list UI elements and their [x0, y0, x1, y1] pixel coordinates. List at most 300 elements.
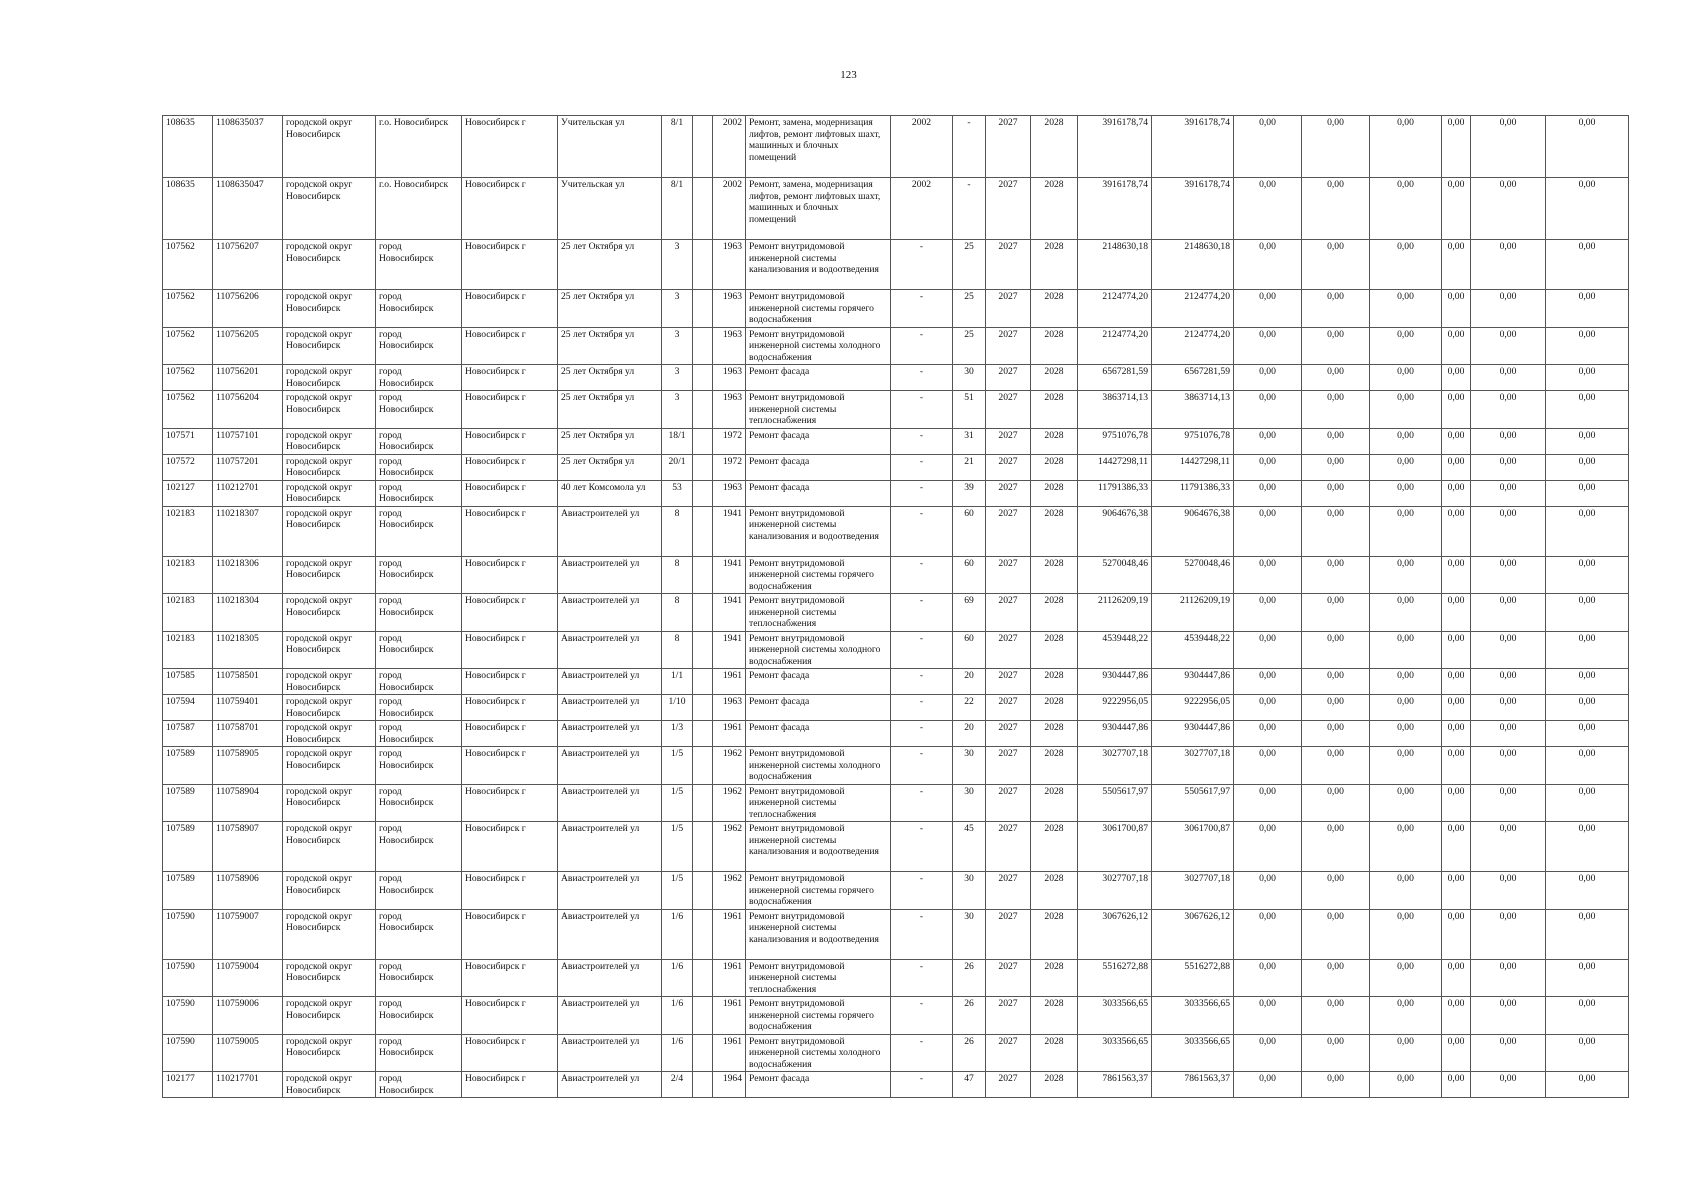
cell-house-number: 1/6	[662, 959, 693, 997]
cell-locality: Новосибирск г	[462, 327, 558, 365]
cell-street: Авиастроителей ул	[558, 556, 662, 594]
cell-wear-percent: 26	[953, 959, 986, 997]
cell-locality: Новосибирск г	[462, 178, 558, 240]
cell-building	[693, 240, 713, 290]
table-row	[163, 327, 1629, 365]
cell-total-cost: 9304447,86	[1078, 721, 1152, 747]
cell-build-year: 1961	[713, 1034, 746, 1072]
cell-municipal-district: городской округ Новосибирск	[283, 480, 376, 506]
cell-house-id: 107587	[163, 721, 213, 747]
cell-municipality: город Новосибирск	[376, 872, 462, 910]
cell-wear-percent: 30	[953, 784, 986, 822]
cell-amount-5: 0,00	[1471, 178, 1546, 240]
cell-amount-5: 0,00	[1471, 747, 1546, 785]
cell-locality: Новосибирск г	[462, 594, 558, 632]
cell-work-id: 110756201	[213, 365, 283, 391]
cell-amount-6: 0,00	[1546, 391, 1629, 429]
cell-amount-3: 0,00	[1370, 178, 1442, 240]
cell-amount-1: 0,00	[1234, 822, 1302, 872]
cell-plan-end-year: 2028	[1031, 240, 1078, 290]
cell-build-year: 1961	[713, 997, 746, 1035]
cell-municipality: город Новосибирск	[376, 997, 462, 1035]
cell-wear-percent: 30	[953, 872, 986, 910]
cell-last-repair-year: -	[891, 454, 953, 480]
cell-house-id: 102183	[163, 631, 213, 669]
cell-amount-2: 0,00	[1302, 997, 1370, 1035]
cell-plan-start-year: 2027	[986, 997, 1031, 1035]
cell-wear-percent: 25	[953, 327, 986, 365]
cell-work-type: Ремонт внутридомовой инженерной системы холодного водоснабжения	[746, 327, 891, 365]
cell-work-id: 1108635047	[213, 178, 283, 240]
cell-amount-6: 0,00	[1546, 909, 1629, 959]
cell-fund-cost: 4539448,22	[1152, 631, 1234, 669]
cell-amount-2: 0,00	[1302, 631, 1370, 669]
cell-house-id: 107562	[163, 290, 213, 328]
cell-amount-4: 0,00	[1442, 1072, 1471, 1098]
cell-plan-start-year: 2027	[986, 556, 1031, 594]
cell-amount-6: 0,00	[1546, 454, 1629, 480]
cell-locality: Новосибирск г	[462, 1034, 558, 1072]
cell-fund-cost: 3067626,12	[1152, 909, 1234, 959]
cell-work-type: Ремонт внутридомовой инженерной системы канализования и водоотведения	[746, 506, 891, 556]
cell-last-repair-year: -	[891, 1072, 953, 1098]
cell-municipal-district: городской округ Новосибирск	[283, 631, 376, 669]
cell-house-number: 20/1	[662, 454, 693, 480]
cell-amount-4: 0,00	[1442, 506, 1471, 556]
cell-building	[693, 631, 713, 669]
cell-work-type: Ремонт внутридомовой инженерной системы горячего водоснабжения	[746, 872, 891, 910]
cell-plan-start-year: 2027	[986, 594, 1031, 632]
cell-house-id: 107562	[163, 240, 213, 290]
table-row	[163, 669, 1629, 695]
cell-street: 25 лет Октября ул	[558, 240, 662, 290]
cell-amount-5: 0,00	[1471, 506, 1546, 556]
cell-amount-4: 0,00	[1442, 997, 1471, 1035]
cell-total-cost: 3916178,74	[1078, 116, 1152, 178]
cell-amount-3: 0,00	[1370, 240, 1442, 290]
cell-municipal-district: городской округ Новосибирск	[283, 391, 376, 429]
cell-work-type: Ремонт внутридомовой инженерной системы горячего водоснабжения	[746, 290, 891, 328]
cell-wear-percent: 60	[953, 506, 986, 556]
cell-amount-4: 0,00	[1442, 454, 1471, 480]
cell-amount-4: 0,00	[1442, 1034, 1471, 1072]
cell-building	[693, 454, 713, 480]
cell-work-id: 110759004	[213, 959, 283, 997]
cell-fund-cost: 2148630,18	[1152, 240, 1234, 290]
cell-amount-6: 0,00	[1546, 116, 1629, 178]
cell-plan-start-year: 2027	[986, 669, 1031, 695]
cell-plan-start-year: 2027	[986, 909, 1031, 959]
cell-plan-start-year: 2027	[986, 872, 1031, 910]
cell-wear-percent: 20	[953, 669, 986, 695]
cell-fund-cost: 5516272,88	[1152, 959, 1234, 997]
cell-plan-end-year: 2028	[1031, 428, 1078, 454]
cell-building	[693, 1034, 713, 1072]
cell-amount-1: 0,00	[1234, 695, 1302, 721]
cell-building	[693, 480, 713, 506]
cell-municipality: город Новосибирск	[376, 556, 462, 594]
cell-amount-2: 0,00	[1302, 747, 1370, 785]
cell-wear-percent: 21	[953, 454, 986, 480]
cell-street: 40 лет Комсомола ул	[558, 480, 662, 506]
cell-work-type: Ремонт, замена, модернизация лифтов, ремонт лифтовых шахт, машинных и блочных помещений	[746, 116, 891, 178]
cell-work-type: Ремонт внутридомовой инженерной системы холодного водоснабжения	[746, 631, 891, 669]
cell-plan-start-year: 2027	[986, 480, 1031, 506]
cell-plan-end-year: 2028	[1031, 784, 1078, 822]
cell-amount-6: 0,00	[1546, 784, 1629, 822]
cell-amount-1: 0,00	[1234, 454, 1302, 480]
cell-plan-start-year: 2027	[986, 747, 1031, 785]
cell-house-number: 8	[662, 556, 693, 594]
cell-work-id: 110758907	[213, 822, 283, 872]
table-row	[163, 240, 1629, 290]
cell-total-cost: 3916178,74	[1078, 178, 1152, 240]
cell-municipal-district: городской округ Новосибирск	[283, 1072, 376, 1098]
cell-amount-3: 0,00	[1370, 997, 1442, 1035]
cell-amount-2: 0,00	[1302, 822, 1370, 872]
cell-municipal-district: городской округ Новосибирск	[283, 784, 376, 822]
cell-plan-start-year: 2027	[986, 178, 1031, 240]
cell-municipality: город Новосибирск	[376, 1034, 462, 1072]
cell-house-id: 107590	[163, 1034, 213, 1072]
cell-house-id: 102183	[163, 556, 213, 594]
cell-locality: Новосибирск г	[462, 391, 558, 429]
cell-amount-6: 0,00	[1546, 327, 1629, 365]
cell-work-type: Ремонт внутридомовой инженерной системы канализования и водоотведения	[746, 240, 891, 290]
cell-build-year: 1961	[713, 959, 746, 997]
cell-amount-1: 0,00	[1234, 872, 1302, 910]
table-row	[163, 594, 1629, 632]
cell-amount-4: 0,00	[1442, 594, 1471, 632]
cell-wear-percent: 51	[953, 391, 986, 429]
cell-amount-2: 0,00	[1302, 721, 1370, 747]
cell-work-id: 110756207	[213, 240, 283, 290]
cell-total-cost: 5505617,97	[1078, 784, 1152, 822]
table-row	[163, 556, 1629, 594]
cell-house-id: 107594	[163, 695, 213, 721]
cell-municipal-district: городской округ Новосибирск	[283, 327, 376, 365]
cell-street: Авиастроителей ул	[558, 959, 662, 997]
cell-plan-start-year: 2027	[986, 365, 1031, 391]
cell-total-cost: 9751076,78	[1078, 428, 1152, 454]
cell-last-repair-year: -	[891, 631, 953, 669]
cell-work-type: Ремонт, замена, модернизация лифтов, ремонт лифтовых шахт, машинных и блочных помещений	[746, 178, 891, 240]
cell-amount-1: 0,00	[1234, 327, 1302, 365]
cell-last-repair-year: 2002	[891, 178, 953, 240]
cell-amount-3: 0,00	[1370, 454, 1442, 480]
cell-locality: Новосибирск г	[462, 1072, 558, 1098]
cell-plan-end-year: 2028	[1031, 391, 1078, 429]
cell-plan-end-year: 2028	[1031, 1034, 1078, 1072]
cell-last-repair-year: -	[891, 240, 953, 290]
cell-house-number: 1/6	[662, 909, 693, 959]
cell-work-type: Ремонт внутридомовой инженерной системы теплоснабжения	[746, 784, 891, 822]
cell-house-number: 1/5	[662, 747, 693, 785]
table-row	[163, 178, 1629, 240]
cell-total-cost: 11791386,33	[1078, 480, 1152, 506]
cell-house-number: 1/5	[662, 822, 693, 872]
cell-last-repair-year: -	[891, 506, 953, 556]
cell-amount-6: 0,00	[1546, 365, 1629, 391]
cell-plan-end-year: 2028	[1031, 594, 1078, 632]
cell-street: 25 лет Октября ул	[558, 428, 662, 454]
cell-municipality: город Новосибирск	[376, 822, 462, 872]
cell-fund-cost: 2124774,20	[1152, 290, 1234, 328]
cell-fund-cost: 3061700,87	[1152, 822, 1234, 872]
cell-work-id: 110759401	[213, 695, 283, 721]
cell-last-repair-year: -	[891, 872, 953, 910]
cell-house-number: 8/1	[662, 116, 693, 178]
cell-plan-end-year: 2028	[1031, 695, 1078, 721]
cell-amount-2: 0,00	[1302, 116, 1370, 178]
cell-fund-cost: 21126209,19	[1152, 594, 1234, 632]
cell-municipal-district: городской округ Новосибирск	[283, 365, 376, 391]
cell-municipality: город Новосибирск	[376, 747, 462, 785]
cell-plan-end-year: 2028	[1031, 480, 1078, 506]
cell-build-year: 1941	[713, 556, 746, 594]
cell-house-number: 1/3	[662, 721, 693, 747]
cell-plan-end-year: 2028	[1031, 747, 1078, 785]
cell-amount-4: 0,00	[1442, 822, 1471, 872]
cell-amount-3: 0,00	[1370, 480, 1442, 506]
cell-amount-5: 0,00	[1471, 822, 1546, 872]
cell-plan-end-year: 2028	[1031, 872, 1078, 910]
cell-amount-6: 0,00	[1546, 959, 1629, 997]
cell-total-cost: 3027707,18	[1078, 872, 1152, 910]
cell-work-id: 110758904	[213, 784, 283, 822]
cell-street: Авиастроителей ул	[558, 1072, 662, 1098]
cell-build-year: 1962	[713, 872, 746, 910]
cell-amount-6: 0,00	[1546, 669, 1629, 695]
cell-plan-start-year: 2027	[986, 327, 1031, 365]
cell-amount-2: 0,00	[1302, 1034, 1370, 1072]
cell-plan-start-year: 2027	[986, 1034, 1031, 1072]
cell-municipality: город Новосибирск	[376, 240, 462, 290]
cell-total-cost: 2124774,20	[1078, 327, 1152, 365]
cell-last-repair-year: -	[891, 365, 953, 391]
cell-plan-end-year: 2028	[1031, 365, 1078, 391]
cell-fund-cost: 6567281,59	[1152, 365, 1234, 391]
cell-build-year: 1972	[713, 428, 746, 454]
cell-fund-cost: 9304447,86	[1152, 669, 1234, 695]
cell-house-id: 107571	[163, 428, 213, 454]
cell-amount-4: 0,00	[1442, 290, 1471, 328]
cell-amount-2: 0,00	[1302, 428, 1370, 454]
cell-municipal-district: городской округ Новосибирск	[283, 695, 376, 721]
cell-amount-5: 0,00	[1471, 116, 1546, 178]
cell-work-id: 110217701	[213, 1072, 283, 1098]
cell-amount-2: 0,00	[1302, 872, 1370, 910]
cell-work-type: Ремонт внутридомовой инженерной системы канализования и водоотведения	[746, 909, 891, 959]
cell-plan-end-year: 2028	[1031, 721, 1078, 747]
cell-work-type: Ремонт фасада	[746, 1072, 891, 1098]
cell-build-year: 1962	[713, 784, 746, 822]
cell-work-type: Ремонт фасада	[746, 428, 891, 454]
cell-municipality: г.о. Новосибирск	[376, 116, 462, 178]
cell-amount-4: 0,00	[1442, 695, 1471, 721]
cell-amount-6: 0,00	[1546, 290, 1629, 328]
cell-amount-1: 0,00	[1234, 391, 1302, 429]
cell-house-number: 1/10	[662, 695, 693, 721]
cell-last-repair-year: -	[891, 747, 953, 785]
cell-house-id: 107585	[163, 669, 213, 695]
cell-house-number: 3	[662, 327, 693, 365]
cell-last-repair-year: -	[891, 290, 953, 328]
cell-plan-start-year: 2027	[986, 959, 1031, 997]
cell-amount-2: 0,00	[1302, 594, 1370, 632]
cell-fund-cost: 14427298,11	[1152, 454, 1234, 480]
cell-build-year: 1941	[713, 506, 746, 556]
cell-work-id: 110759007	[213, 909, 283, 959]
cell-amount-4: 0,00	[1442, 391, 1471, 429]
cell-fund-cost: 3027707,18	[1152, 747, 1234, 785]
cell-total-cost: 3033566,65	[1078, 1034, 1152, 1072]
cell-amount-6: 0,00	[1546, 997, 1629, 1035]
cell-build-year: 1962	[713, 747, 746, 785]
cell-amount-2: 0,00	[1302, 909, 1370, 959]
cell-total-cost: 21126209,19	[1078, 594, 1152, 632]
cell-plan-end-year: 2028	[1031, 631, 1078, 669]
cell-street: Авиастроителей ул	[558, 669, 662, 695]
cell-last-repair-year: -	[891, 556, 953, 594]
cell-house-number: 3	[662, 365, 693, 391]
cell-fund-cost: 5505617,97	[1152, 784, 1234, 822]
cell-amount-4: 0,00	[1442, 909, 1471, 959]
cell-amount-3: 0,00	[1370, 721, 1442, 747]
cell-amount-5: 0,00	[1471, 631, 1546, 669]
cell-building	[693, 365, 713, 391]
cell-municipal-district: городской округ Новосибирск	[283, 454, 376, 480]
cell-work-type: Ремонт внутридомовой инженерной системы теплоснабжения	[746, 959, 891, 997]
cell-locality: Новосибирск г	[462, 506, 558, 556]
cell-amount-6: 0,00	[1546, 721, 1629, 747]
cell-last-repair-year: -	[891, 784, 953, 822]
cell-plan-end-year: 2028	[1031, 178, 1078, 240]
cell-locality: Новосибирск г	[462, 240, 558, 290]
cell-amount-2: 0,00	[1302, 391, 1370, 429]
cell-municipality: город Новосибирск	[376, 594, 462, 632]
cell-house-number: 1/6	[662, 1034, 693, 1072]
cell-amount-6: 0,00	[1546, 240, 1629, 290]
cell-building	[693, 721, 713, 747]
cell-amount-2: 0,00	[1302, 480, 1370, 506]
cell-municipal-district: городской округ Новосибирск	[283, 959, 376, 997]
cell-amount-4: 0,00	[1442, 178, 1471, 240]
cell-plan-end-year: 2028	[1031, 116, 1078, 178]
table-row	[163, 480, 1629, 506]
cell-work-id: 110758906	[213, 872, 283, 910]
cell-wear-percent: 25	[953, 240, 986, 290]
cell-amount-3: 0,00	[1370, 365, 1442, 391]
cell-total-cost: 9222956,05	[1078, 695, 1152, 721]
cell-amount-6: 0,00	[1546, 556, 1629, 594]
cell-building	[693, 872, 713, 910]
table-row	[163, 428, 1629, 454]
cell-last-repair-year: -	[891, 327, 953, 365]
cell-amount-3: 0,00	[1370, 784, 1442, 822]
cell-amount-3: 0,00	[1370, 594, 1442, 632]
cell-building	[693, 909, 713, 959]
cell-street: Учительская ул	[558, 116, 662, 178]
table-row	[163, 631, 1629, 669]
cell-wear-percent: 39	[953, 480, 986, 506]
cell-build-year: 1963	[713, 240, 746, 290]
cell-last-repair-year: -	[891, 909, 953, 959]
cell-municipality: г.о. Новосибирск	[376, 178, 462, 240]
cell-street: Авиастроителей ул	[558, 695, 662, 721]
cell-street: Авиастроителей ул	[558, 872, 662, 910]
cell-build-year: 1964	[713, 1072, 746, 1098]
cell-building	[693, 784, 713, 822]
cell-amount-3: 0,00	[1370, 872, 1442, 910]
cell-amount-4: 0,00	[1442, 784, 1471, 822]
repair-register-table	[162, 115, 1629, 1098]
cell-amount-4: 0,00	[1442, 959, 1471, 997]
cell-amount-2: 0,00	[1302, 669, 1370, 695]
cell-municipal-district: городской округ Новосибирск	[283, 822, 376, 872]
cell-plan-end-year: 2028	[1031, 1072, 1078, 1098]
cell-house-number: 3	[662, 391, 693, 429]
cell-locality: Новосибирск г	[462, 695, 558, 721]
cell-house-id: 107590	[163, 997, 213, 1035]
cell-amount-6: 0,00	[1546, 1034, 1629, 1072]
cell-build-year: 1941	[713, 594, 746, 632]
cell-fund-cost: 7861563,37	[1152, 1072, 1234, 1098]
cell-locality: Новосибирск г	[462, 721, 558, 747]
cell-plan-end-year: 2028	[1031, 959, 1078, 997]
cell-street: Авиастроителей ул	[558, 1034, 662, 1072]
cell-amount-2: 0,00	[1302, 178, 1370, 240]
cell-house-id: 107562	[163, 365, 213, 391]
cell-wear-percent: 30	[953, 747, 986, 785]
cell-build-year: 1941	[713, 631, 746, 669]
cell-house-id: 102183	[163, 594, 213, 632]
cell-fund-cost: 9751076,78	[1152, 428, 1234, 454]
cell-amount-1: 0,00	[1234, 480, 1302, 506]
cell-total-cost: 3033566,65	[1078, 997, 1152, 1035]
cell-locality: Новосибирск г	[462, 959, 558, 997]
cell-amount-3: 0,00	[1370, 556, 1442, 594]
cell-fund-cost: 3033566,65	[1152, 1034, 1234, 1072]
cell-building	[693, 822, 713, 872]
cell-last-repair-year: -	[891, 997, 953, 1035]
cell-wear-percent: -	[953, 116, 986, 178]
cell-total-cost: 9064676,38	[1078, 506, 1152, 556]
cell-building	[693, 747, 713, 785]
cell-work-id: 1108635037	[213, 116, 283, 178]
cell-work-type: Ремонт фасада	[746, 454, 891, 480]
cell-amount-3: 0,00	[1370, 1072, 1442, 1098]
cell-locality: Новосибирск г	[462, 909, 558, 959]
table-row	[163, 506, 1629, 556]
cell-total-cost: 5516272,88	[1078, 959, 1152, 997]
cell-build-year: 1963	[713, 365, 746, 391]
cell-build-year: 1961	[713, 669, 746, 695]
cell-locality: Новосибирск г	[462, 872, 558, 910]
cell-amount-3: 0,00	[1370, 116, 1442, 178]
cell-locality: Новосибирск г	[462, 631, 558, 669]
cell-house-number: 1/1	[662, 669, 693, 695]
cell-amount-5: 0,00	[1471, 1072, 1546, 1098]
cell-amount-2: 0,00	[1302, 454, 1370, 480]
cell-amount-3: 0,00	[1370, 822, 1442, 872]
cell-house-number: 3	[662, 290, 693, 328]
table-row	[163, 290, 1629, 328]
cell-last-repair-year: -	[891, 721, 953, 747]
cell-wear-percent: 31	[953, 428, 986, 454]
cell-amount-1: 0,00	[1234, 669, 1302, 695]
cell-wear-percent: 26	[953, 1034, 986, 1072]
